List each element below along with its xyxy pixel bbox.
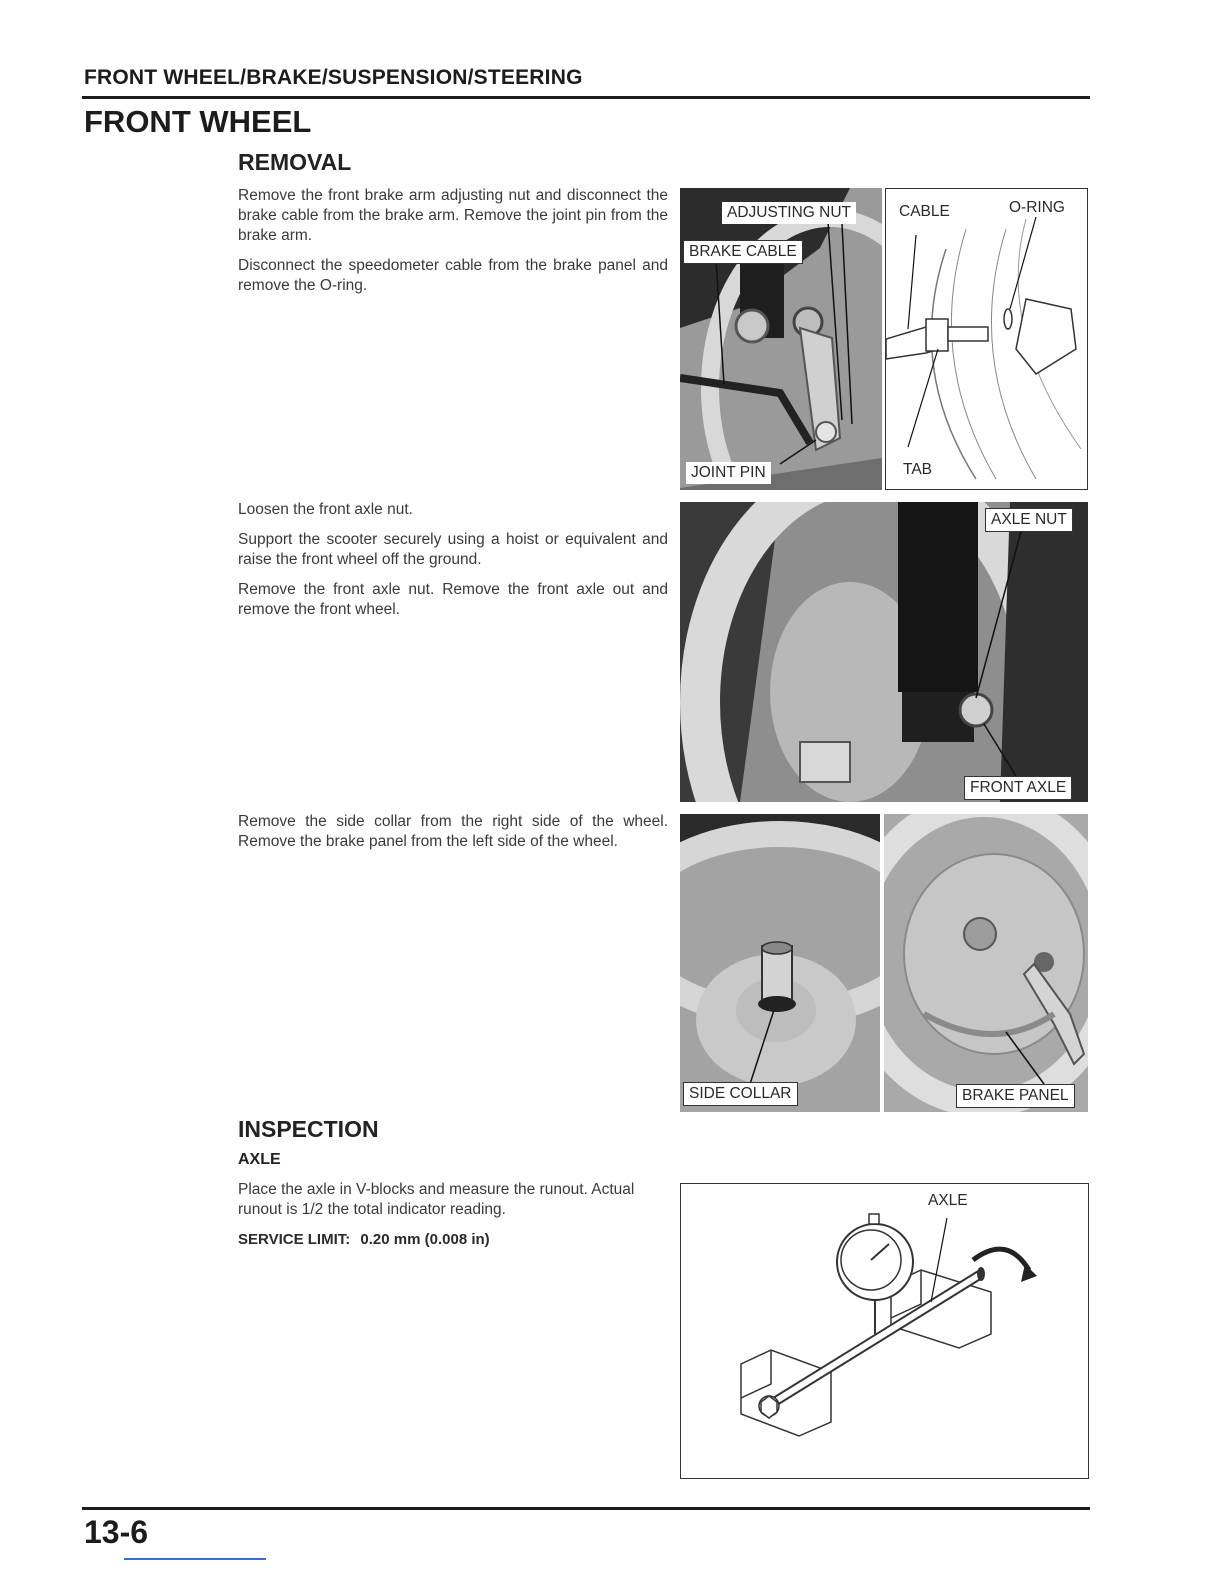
axle-subheading: AXLE <box>238 1151 281 1168</box>
page-title: FRONT WHEEL <box>84 104 312 139</box>
label-cable: CABLE <box>899 203 950 220</box>
label-axle-nut: AXLE NUT <box>985 508 1073 532</box>
removal-step-2: Disconnect the speedometer cable from the brake panel and remove the O-ring. <box>238 257 668 294</box>
page-number: 13-6 <box>84 1514 149 1550</box>
label-brake-cable: BRAKE CABLE <box>683 240 803 264</box>
section-header: FRONT WHEEL/BRAKE/SUSPENSION/STEERING <box>84 66 583 89</box>
removal-text-block-1 <box>238 186 668 296</box>
inspection-text-block <box>238 1180 668 1220</box>
figure-brake-panel-photo <box>884 814 1088 1112</box>
label-o-ring: O-RING <box>1009 199 1065 216</box>
removal-step-6: Remove the side collar from the right side of the wheel. Remove the brake panel from the left side of the wheel. <box>238 813 668 850</box>
figure-side-collar-photo <box>680 814 880 1112</box>
removal-step-3: Loosen the front axle nut. <box>238 501 413 518</box>
link-underline <box>124 1558 266 1560</box>
removal-text-block-3 <box>238 812 668 852</box>
figure-brake-arm-photo <box>680 188 882 490</box>
label-side-collar: SIDE COLLAR <box>683 1082 798 1106</box>
front-axle-illustration <box>680 502 1088 802</box>
label-front-axle: FRONT AXLE <box>964 776 1072 800</box>
axle-runout-illustration <box>681 1184 1088 1478</box>
label-brake-panel: BRAKE PANEL <box>956 1084 1075 1108</box>
label-adjusting-nut: ADJUSTING NUT <box>722 202 856 224</box>
footer-rule <box>82 1507 1090 1510</box>
label-joint-pin: JOINT PIN <box>686 462 771 484</box>
brake-arm-illustration <box>680 188 882 490</box>
figure-speedometer-cable <box>885 188 1088 490</box>
figure-axle-runout <box>680 1183 1089 1479</box>
figure-front-axle-photo <box>680 502 1088 802</box>
removal-heading: REMOVAL <box>238 149 352 175</box>
removal-step-5: Remove the front axle nut. Remove the front axle out and remove the front wheel. <box>238 581 668 618</box>
removal-step-1: Remove the front brake arm adjusting nut and disconnect the brake cable from the brake arm. Remove the joint pin from the brake arm. <box>238 187 668 244</box>
side-collar-illustration <box>680 814 880 1112</box>
removal-text-block-2 <box>238 500 668 620</box>
brake-panel-illustration <box>884 814 1088 1112</box>
speedometer-cable-illustration <box>886 189 1087 489</box>
inspection-heading: INSPECTION <box>238 1116 379 1142</box>
inspection-text: Place the axle in V-blocks and measure the runout. Actual runout is 1/2 the total indicator reading. <box>238 1181 635 1218</box>
header-rule <box>82 96 1090 99</box>
removal-step-4: Support the scooter securely using a hoist or equivalent and raise the front wheel off the ground. <box>238 531 668 568</box>
service-limit-label: SERVICE LIMIT: <box>238 1231 351 1248</box>
label-axle: AXLE <box>928 1192 968 1209</box>
label-tab: TAB <box>903 461 932 478</box>
service-limit-value: 0.20 mm (0.008 in) <box>360 1231 490 1248</box>
service-limit <box>238 1231 490 1248</box>
